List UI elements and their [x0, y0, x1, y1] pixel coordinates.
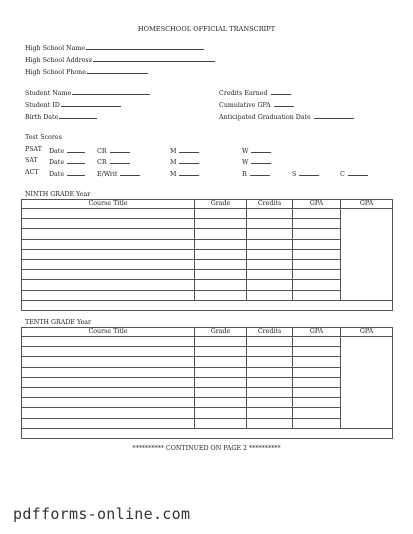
column-header: Course Title [22, 200, 195, 209]
table-row [22, 357, 393, 367]
sat-m-field[interactable] [179, 157, 199, 164]
student-id-field[interactable] [61, 100, 121, 107]
act-ew-field[interactable] [120, 169, 140, 176]
school-name-row [25, 43, 204, 53]
cumulative-gpa-label: Cumulative GPA [219, 102, 271, 109]
psat-cr-field[interactable] [110, 146, 130, 153]
column-header: Grade [195, 328, 247, 337]
graduation-date-field[interactable] [314, 112, 354, 119]
credits-earned-label: Credits Earned [219, 90, 268, 97]
student-name-row [25, 88, 150, 98]
sat-w-label: W [242, 159, 249, 166]
psat-w-label: W [242, 148, 249, 155]
table-row [22, 209, 393, 219]
act-date-label: Date [49, 171, 65, 178]
act-label: ACT [25, 169, 39, 176]
graduation-date-row [219, 112, 354, 122]
school-address-field[interactable] [93, 55, 215, 62]
sat-label: SAT [25, 157, 38, 164]
table-total-row [22, 300, 393, 310]
school-phone-field[interactable] [87, 67, 148, 74]
table-row [22, 408, 393, 418]
student-id-row [25, 100, 121, 110]
act-c-label: C [340, 171, 345, 178]
act-s-label: S [292, 171, 297, 178]
column-header: Credits [247, 200, 293, 209]
psat-date-label: Date [49, 148, 65, 155]
school-address-label: High School Address [25, 57, 92, 64]
cumulative-gpa-field[interactable] [274, 100, 294, 107]
table-row [22, 290, 393, 300]
birth-date-field[interactable] [59, 112, 97, 119]
column-header: Credits [247, 328, 293, 337]
act-m-label: M [170, 171, 177, 178]
act-date-field[interactable] [67, 169, 85, 176]
table-row [22, 398, 393, 408]
table-header-row [22, 200, 393, 209]
table-row [22, 387, 393, 397]
school-phone-label: High School Phone [25, 69, 86, 76]
table-total-row [22, 428, 393, 438]
table-header-row [22, 328, 393, 337]
school-name-label: High School Name [25, 45, 86, 52]
test-scores-heading: Test Scores [25, 134, 62, 141]
table-row [22, 347, 393, 357]
student-name-label: Student Name [25, 90, 72, 97]
psat-cr-label: CR [97, 148, 107, 155]
table-row [22, 367, 393, 377]
sat-w-field[interactable] [251, 157, 271, 164]
column-header: GPA [341, 328, 393, 337]
sat-date-label: Date [49, 159, 65, 166]
psat-w-field[interactable] [251, 146, 271, 153]
school-name-field[interactable] [86, 43, 204, 50]
student-name-field[interactable] [72, 88, 150, 95]
act-s-field[interactable] [299, 169, 319, 176]
sat-m-label: M [170, 159, 177, 166]
column-header: GPA [293, 328, 341, 337]
table-row [22, 337, 393, 347]
psat-label: PSAT [25, 146, 42, 153]
credits-earned-field[interactable] [271, 88, 291, 95]
cumulative-gpa-row [219, 100, 294, 110]
continued-note: ********** CONTINUED ON PAGE 2 ********** [132, 445, 281, 452]
school-phone-row [25, 67, 148, 77]
birth-date-label: Birth Date [25, 114, 59, 121]
table-row [22, 418, 393, 428]
table-row [22, 229, 393, 239]
table-row [22, 219, 393, 229]
column-header: Grade [195, 200, 247, 209]
act-c-field[interactable] [348, 169, 368, 176]
psat-m-field[interactable] [179, 146, 199, 153]
table-row [22, 249, 393, 259]
credits-earned-row [219, 88, 291, 98]
act-r-label: R [242, 171, 247, 178]
act-r-field[interactable] [250, 169, 270, 176]
sat-cr-label: CR [97, 159, 107, 166]
psat-date-field[interactable] [67, 146, 85, 153]
student-id-label: Student ID [25, 102, 60, 109]
sat-cr-field[interactable] [110, 157, 130, 164]
column-header: GPA [341, 200, 393, 209]
table-row [22, 377, 393, 387]
psat-m-label: M [170, 148, 177, 155]
act-m-field[interactable] [179, 169, 199, 176]
sat-date-field[interactable] [67, 157, 85, 164]
ninth-grade-table [21, 199, 393, 311]
table-row [22, 239, 393, 249]
table-row [22, 270, 393, 280]
tenth-grade-table [21, 327, 393, 439]
school-address-row [25, 55, 215, 65]
column-header: GPA [293, 200, 341, 209]
document-title: HOMESCHOOL OFFICIAL TRANSCRIPT [137, 25, 276, 33]
table-row [22, 280, 393, 290]
watermark-text: pdfforms-online.com [13, 505, 191, 523]
act-ew-label: E/Writ [97, 171, 118, 178]
birth-date-row [25, 112, 97, 122]
tenth-grade-heading: TENTH GRADE Year [25, 319, 92, 326]
column-header: Course Title [22, 328, 195, 337]
table-row [22, 259, 393, 269]
graduation-date-label: Anticipated Graduation Date [219, 114, 311, 121]
ninth-grade-heading: NINTH GRADE Year [25, 191, 91, 198]
